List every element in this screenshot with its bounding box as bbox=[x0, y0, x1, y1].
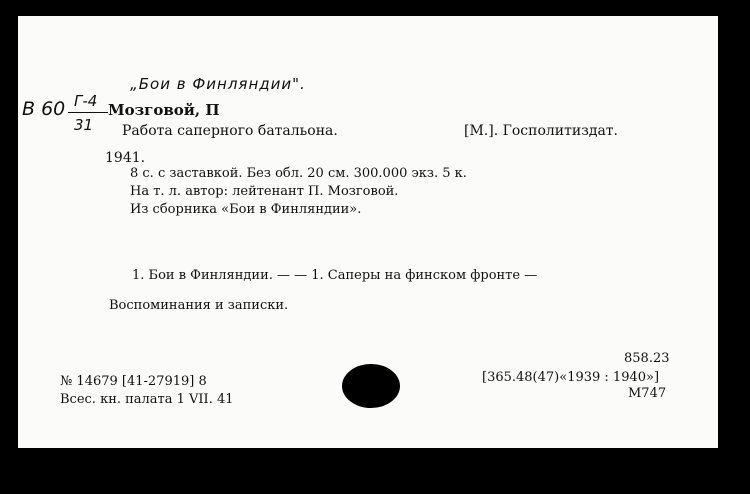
call-number-prefix: В 60 bbox=[22, 98, 66, 120]
subject-headings-line-2: Воспоминания и записки. bbox=[109, 298, 289, 313]
collection-note: Из сборника «Бои в Финляндии». bbox=[130, 202, 362, 217]
call-number-fraction-line bbox=[68, 112, 108, 113]
publisher: [М.]. Госполитиздат. bbox=[464, 123, 619, 139]
punch-hole bbox=[342, 364, 400, 408]
handwritten-collection-title: „Бои в Финляндии". bbox=[130, 75, 306, 93]
catalog-card bbox=[18, 16, 718, 448]
subject-headings-line-1: 1. Бои в Финляндии. — — 1. Саперы на финском фронте — bbox=[132, 268, 538, 283]
collation-line: 8 с. с заставкой. Без обл. 20 см. 300.000 экз. 5 к. bbox=[130, 166, 467, 181]
author-mark: М747 bbox=[628, 386, 667, 401]
call-number-denominator: 31 bbox=[74, 116, 94, 134]
author-heading: Мозговой, П bbox=[108, 101, 220, 119]
publication-year: 1941. bbox=[105, 150, 146, 166]
work-title: Работа саперного батальона. bbox=[122, 123, 338, 139]
book-chamber-stamp: Всес. кн. палата 1 VII. 41 bbox=[60, 392, 234, 407]
record-number: № 14679 [41-27919] 8 bbox=[60, 374, 207, 389]
call-number-numerator: Г-4 bbox=[74, 92, 98, 110]
classification-detail: [365.48(47)«1939 : 1940»] bbox=[482, 370, 660, 385]
classification-code: 858.23 bbox=[624, 351, 670, 366]
author-note: На т. л. автор: лейтенант П. Мозговой. bbox=[130, 184, 399, 199]
